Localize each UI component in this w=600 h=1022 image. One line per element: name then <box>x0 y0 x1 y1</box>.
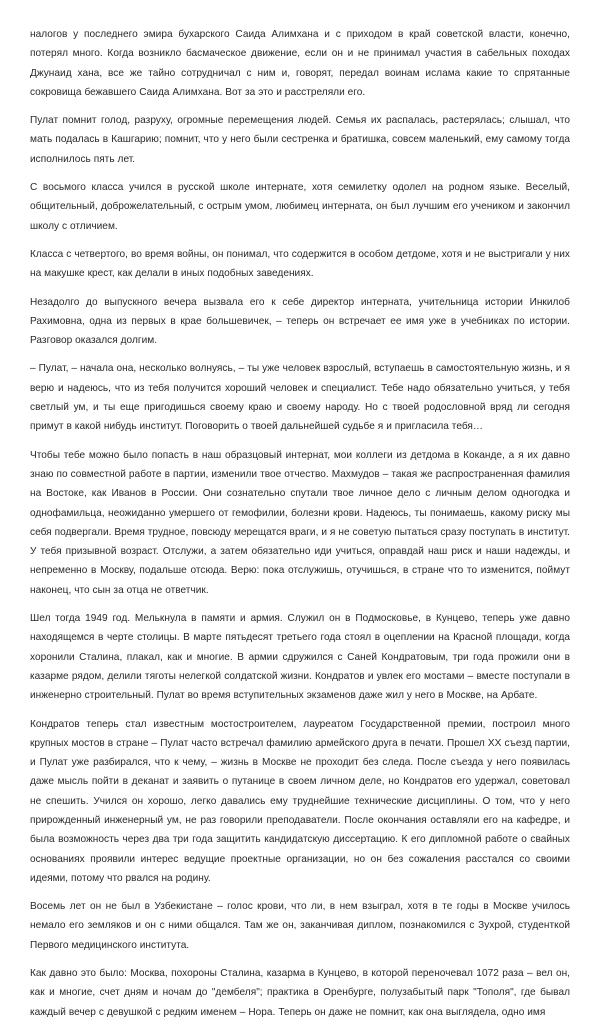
paragraph: – Пулат, – начала она, несколько волнуясь, – ты уже человек взрослый, вступаешь в самостоятельную жизнь, и я верю и надеюсь, что из тебя получится хороший человек и специалист. Тебе надо обязательно учиться, у тебя светлый ум, и ты еще пригодишься своему краю и своему народу. Но с твоей родословной вряд ли сегодня примут в какой нибудь институт. Поговорить о твоей дальнейшей судьбе я и пригласила тебя… <box>30 363 570 433</box>
paragraph: Восемь лет он не был в Узбекистане – голос крови, что ли, в нем взыграл, хотя в те годы в Москве училось немало его земляков и он с ними общался. Там же он, заканчивая диплом, познакомился с Зухрой, студенткой Первого медицинского института. <box>30 901 570 951</box>
paragraph: Кондратов теперь стал известным мостостроителем, лауреатом Государственной премии, построил много крупных мостов в стране – Пулат часто встречал фамилию армейского друга в печати. Прошел XX съезд партии, и Пулат уже разбирался, что к чему, – жизнь в Москве не проходит без следа. После съезда у него появилась даже мысль пойти в деканат и заявить о путанице в своем личном деле, но Кондратов его удержал, советовал не спешить. Учился он хорошо, легко давались ему труднейшие технические дисциплины. О том, что у него прирожденный инженерный ум, не раз говорили преподаватели. После окончания оставляли его на кафедре, и была возможность через два три года защитить кандидатскую диссертацию. К его дипломной работе о свайных основаниях проявили интерес ведущие проектные организации, но он без сожаления расстался со своими идеями, потому что рвался на родину. <box>30 718 570 884</box>
paragraph: Как давно это было: Москва, похороны Сталина, казарма в Кунцево, в которой переночевал 1072 раза – вел он, как и многие, счет дням и ночам до "дембеля"; практика в Оренбурге, полузабытый парк "Тополя", где бывал каждый вечер с девушкой с редким именем – Нора. Теперь он даже не помнит, как она выглядела, одно имя <box>30 968 570 1018</box>
paragraph: Пулат помнит голод, разруху, огромные перемещения людей. Семья их распалась, растерялась; слышал, что мать подалась в Кашгарию; помнит, что у него были сестренка и братишка, совсем маленький, ему самому тогда исполнилось пять лет. <box>30 115 570 165</box>
paragraph: Незадолго до выпускного вечера вызвала его к себе директор интерната, учительница истории Инкилоб Рахимовна, одна из первых в крае большевичек, – теперь он встречает ее имя уже в учебниках по истории. Разговор оказался долгим. <box>30 296 570 347</box>
paragraph: Чтобы тебе можно было попасть в наш образцовый интернат, мои коллеги из детдома в Коканде, а я их давно знаю по совместной работе в партии, изменили твое отчество. Махмудов – такая же распространенная фамилия на Востоке, как Иванов в России. Они сознательно спутали твое личное дело с личным делом одногодка и однофамильца, неожиданно умершего от гемофилии, болезни крови. Надеюсь, ты понимаешь, какому риску мы себя подвергали. Время трудное, повсюду мерещатся враги, и я не советую пытаться сразу поступать в институт. У тебя призывной возраст. Отслужи, а затем обязательно иди учиться, оправдай наш риск и наши надежды, и непременно в Москву, подальше отсюда. Верю: пока отслужишь, отучишься, в стране что то изменится, поймут наконец, что сын за отца не ответчик. <box>30 449 570 596</box>
document-text-body <box>30 25 570 1022</box>
paragraph: С восьмого класса учился в русской школе интернате, хотя семилетку одолел на родном языке. Веселый, общительный, доброжелательный, с острым умом, любимец интерната, он был лучшим его учеником и закончил школу с отличием. <box>30 182 570 232</box>
paragraph: Класса с четвертого, во время войны, он понимал, что содержится в особом детдоме, хотя и не выстригали у них на макушке крест, как делали в иных подобных заведениях. <box>30 248 570 280</box>
paragraph: налогов у последнего эмира бухарского Саида Алимхана и с приходом в край советской власти, конечно, потерял много. Когда возникло басмаческое движение, если он и не принимал участия в сабельных походах Джунаид хана, все же тайно сотрудничал с ним и, говорят, передал воинам ислама какие то спрятанные сокровища бежавшего Саида Алимхана. Вот за это и расстреляли его. <box>30 29 570 98</box>
paragraph: Шел тогда 1949 год. Мелькнула в памяти и армия. Служил он в Подмосковье, в Кунцево, теперь уже давно находящемся в черте столицы. В марте пятьдесят третьего года стоял в оцеплении на Красной площади, когда хоронили Сталина, плакал, как и многие. В армии сдружился с Саней Кондратовым, три года прожили они в казарме рядом, делили тяготы нелегкой солдатской жизни. Кондратов и увлек его мостами – вместе поступали в инженерно строительный. Пулат во время вступительных экзаменов даже жил у него в Москве, на Арбате. <box>30 613 570 702</box>
